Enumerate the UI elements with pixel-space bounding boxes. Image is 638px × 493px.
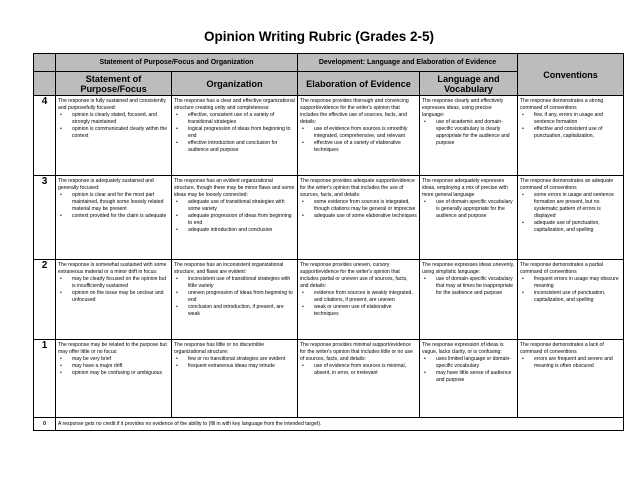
rubric-intro: The response demonstrates a strong command of conventions (520, 98, 604, 111)
rubric-bullet: • use of evidence from sources is minimal, absent, in error, or irrelevant (300, 363, 417, 377)
rubric-bullet: • effective introduction and conclusion for audience and purpose (174, 140, 295, 154)
cell-organization (172, 260, 298, 340)
rubric-bullet: • effective use of a variety of elaborative techniques (300, 140, 417, 154)
cell-language (420, 340, 518, 418)
rubric-intro: The response clearly and effectively expresses ideas, using precise language: (422, 98, 504, 118)
rubric-bullet: • frequent errors in usage may obscure meaning (520, 276, 621, 290)
rubric-row-0 (34, 418, 624, 431)
rubric-bullet: • use of evidence from sources is smoothly integrated, comprehensive, and relevant (300, 126, 417, 140)
rubric-row-2 (34, 260, 624, 340)
rubric-bullet: • use of domain-specific vocabulary that may at times be inappropriate for the audience and purpose (422, 276, 515, 297)
rubric-bullet: • logical progression of ideas from beginning to end (174, 126, 295, 140)
header-language: Language and Vocabulary (420, 72, 518, 96)
header-elaboration: Elaboration of Evidence (298, 72, 420, 96)
cell-conventions (518, 176, 624, 260)
rubric-bullet: • uses limited language or domain-specific vocabulary (422, 356, 515, 370)
rubric-bullet: • opinion is communicated clearly within the context (58, 126, 169, 140)
corner-cell (34, 54, 56, 72)
cell-language (420, 176, 518, 260)
rubric-intro: The response provides uneven, cursory support/evidence for the writer's opinion that includes partial or uneven use of sources, facts, and details: (300, 262, 408, 289)
rubric-bullet: • weak or uneven use of elaborative techniques (300, 304, 417, 318)
rubric-row-4 (34, 96, 624, 176)
score-label: 2 (34, 260, 56, 340)
score-label: 3 (34, 176, 56, 260)
header-organization: Organization (172, 72, 298, 96)
rubric-intro: The response expresses ideas unevenly, using simplistic language: (422, 262, 515, 275)
rubric-bullet: • may be clearly focused on the opinion but is insufficiently sustained (58, 276, 169, 290)
rubric-bullet: • inconsistent use of transitional strategies with little variety (174, 276, 295, 290)
rubric-bullet: • opinion is clearly stated, focused, and strongly maintained (58, 112, 169, 126)
rubric-row-3 (34, 176, 624, 260)
header-statement: Statement of Purpose/Focus (56, 72, 172, 96)
rubric-intro: The response provides minimal support/evidence for the writer's opinion that includes little or no use of sources, facts, and details: (300, 342, 413, 362)
rubric-bullet: • adequate introduction and conclusion (174, 227, 295, 234)
rubric-intro: The response demonstrates an adequate command of conventions (520, 178, 614, 191)
corner-cell-2 (34, 72, 56, 96)
rubric-bullet: • uneven progression of ideas from beginning to end (174, 290, 295, 304)
rubric-bullet: • may have a major drift (58, 363, 169, 370)
rubric-intro: The response is somewhat sustained with some extraneous material or a minor drift in focus: (58, 262, 167, 275)
rubric-intro: The response demonstrates a lack of command of conventions (520, 342, 604, 355)
rubric-bullet: • context provided for the claim is adequate (58, 213, 169, 220)
header-development: Development: Language and Elaboration of Evidence (298, 54, 518, 72)
rubric-intro: The response has an evident organizational structure, though there may be minor flaws and some ideas may be loosely connected: (174, 178, 295, 198)
rubric-intro: The response provides adequate support/evidence for the writer's opinion that includes the use of sources, facts, and details: (300, 178, 415, 198)
rubric-bullet: • opinion on the issue may be unclear and unfocused (58, 290, 169, 304)
cell-elaboration (298, 340, 420, 418)
rubric-bullet: • adequate use of some elaborative techniques (300, 213, 417, 220)
rubric-bullet: • errors are frequent and severe and meaning is often obscured (520, 356, 621, 370)
score-label: 1 (34, 340, 56, 418)
cell-language (420, 260, 518, 340)
header-conventions: Conventions (518, 54, 624, 96)
rubric-bullet: • some errors in usage and sentence formation are present, but no systematic pattern of errors is displayed (520, 192, 621, 220)
rubric-bullet: • adequate use of transitional strategies with some variety (174, 199, 295, 213)
cell-language (420, 96, 518, 176)
score-label: 4 (34, 96, 56, 176)
rubric-bullet: • few or no transitional strategies are evident (174, 356, 295, 363)
rubric-bullet: • effective, consistent use of a variety of transitional strategies (174, 112, 295, 126)
rubric-bullet: • conclusion and introduction, if present, are weak (174, 304, 295, 318)
cell-statement (56, 96, 172, 176)
cell-conventions (518, 340, 624, 418)
cell-organization (172, 96, 298, 176)
score-label: 0 (34, 418, 56, 431)
rubric-row-1 (34, 340, 624, 418)
rubric-bullet: • adequate progression of ideas from beginning to end (174, 213, 295, 227)
rubric-bullet: • few, if any, errors in usage and sentence formation (520, 112, 621, 126)
rubric-intro: The response has an inconsistent organizational structure, and flaws are evident: (174, 262, 284, 275)
rubric-intro: The response is fully sustained and consistently and purposefully focused: (58, 98, 166, 111)
rubric-bullet: • inconsistent use of punctuation, capitalization, and spelling (520, 290, 621, 304)
rubric-bullet: • frequent extraneous ideas may intrude (174, 363, 295, 370)
cell-conventions (518, 96, 624, 176)
rubric-intro: The response adequately expresses ideas, employing a mix of precise with more general language (422, 178, 508, 198)
rubric-intro: The response has a clear and effective organizational structure creating unity and completeness: (174, 98, 295, 111)
zero-row-text: A response gets no credit if it provides no evidence of the ability to (fill in with key language from the intended target). (56, 418, 624, 431)
rubric-bullet: • evidence from sources is weakly integrated, and citations, if present, are uneven (300, 290, 417, 304)
rubric-bullet: • opinion may be confusing or ambiguous (58, 370, 169, 377)
rubric-bullet: • may have little sense of audience and purpose (422, 370, 515, 384)
rubric-table (33, 53, 624, 431)
rubric-intro: The response is adequately sustained and generally focused: (58, 178, 154, 191)
rubric-bullet: • adequate use of punctuation, capitalization, and spelling (520, 220, 621, 234)
rubric-bullet: • effective and consistent use of punctuation, capitalization, (520, 126, 621, 140)
cell-elaboration (298, 176, 420, 260)
cell-statement (56, 176, 172, 260)
rubric-bullet: • opinion is clear and for the most part maintained, though some loosely related material may be present (58, 192, 169, 213)
cell-statement (56, 340, 172, 418)
cell-elaboration (298, 96, 420, 176)
header-purpose-organization: Statement of Purpose/Focus and Organization (56, 54, 298, 72)
cell-conventions (518, 260, 624, 340)
page-title: Opinion Writing Rubric (Grades 2-5) (203, 29, 434, 44)
cell-organization (172, 176, 298, 260)
cell-statement (56, 260, 172, 340)
rubric-bullet: • some evidence from sources is integrated, though citations may be general or imprecise (300, 199, 417, 213)
cell-elaboration (298, 260, 420, 340)
rubric-intro: The response may be related to the purpose but may offer little or no focus: (58, 342, 167, 355)
cell-organization (172, 340, 298, 418)
rubric-bullet: • may be very brief (58, 356, 169, 363)
rubric-intro: The response expression of ideas is vague, lacks clarity, or is confusing: (422, 342, 504, 355)
rubric-bullet: • use of domain-specific vocabulary is generally appropriate for the audience and purpose (422, 199, 515, 220)
rubric-intro: The response provides thorough and convincing support/evidence for the writer's opinion that includes the effective use of sources, facts, and details: (300, 98, 409, 125)
rubric-bullet: • use of academic and domain-specific vocabulary is clearly appropriate for the audience and purpose (422, 119, 515, 147)
rubric-intro: The response demonstrates a partial command of conventions (520, 262, 603, 275)
rubric-intro: The response has little or no discernible organizational structure: (174, 342, 265, 355)
